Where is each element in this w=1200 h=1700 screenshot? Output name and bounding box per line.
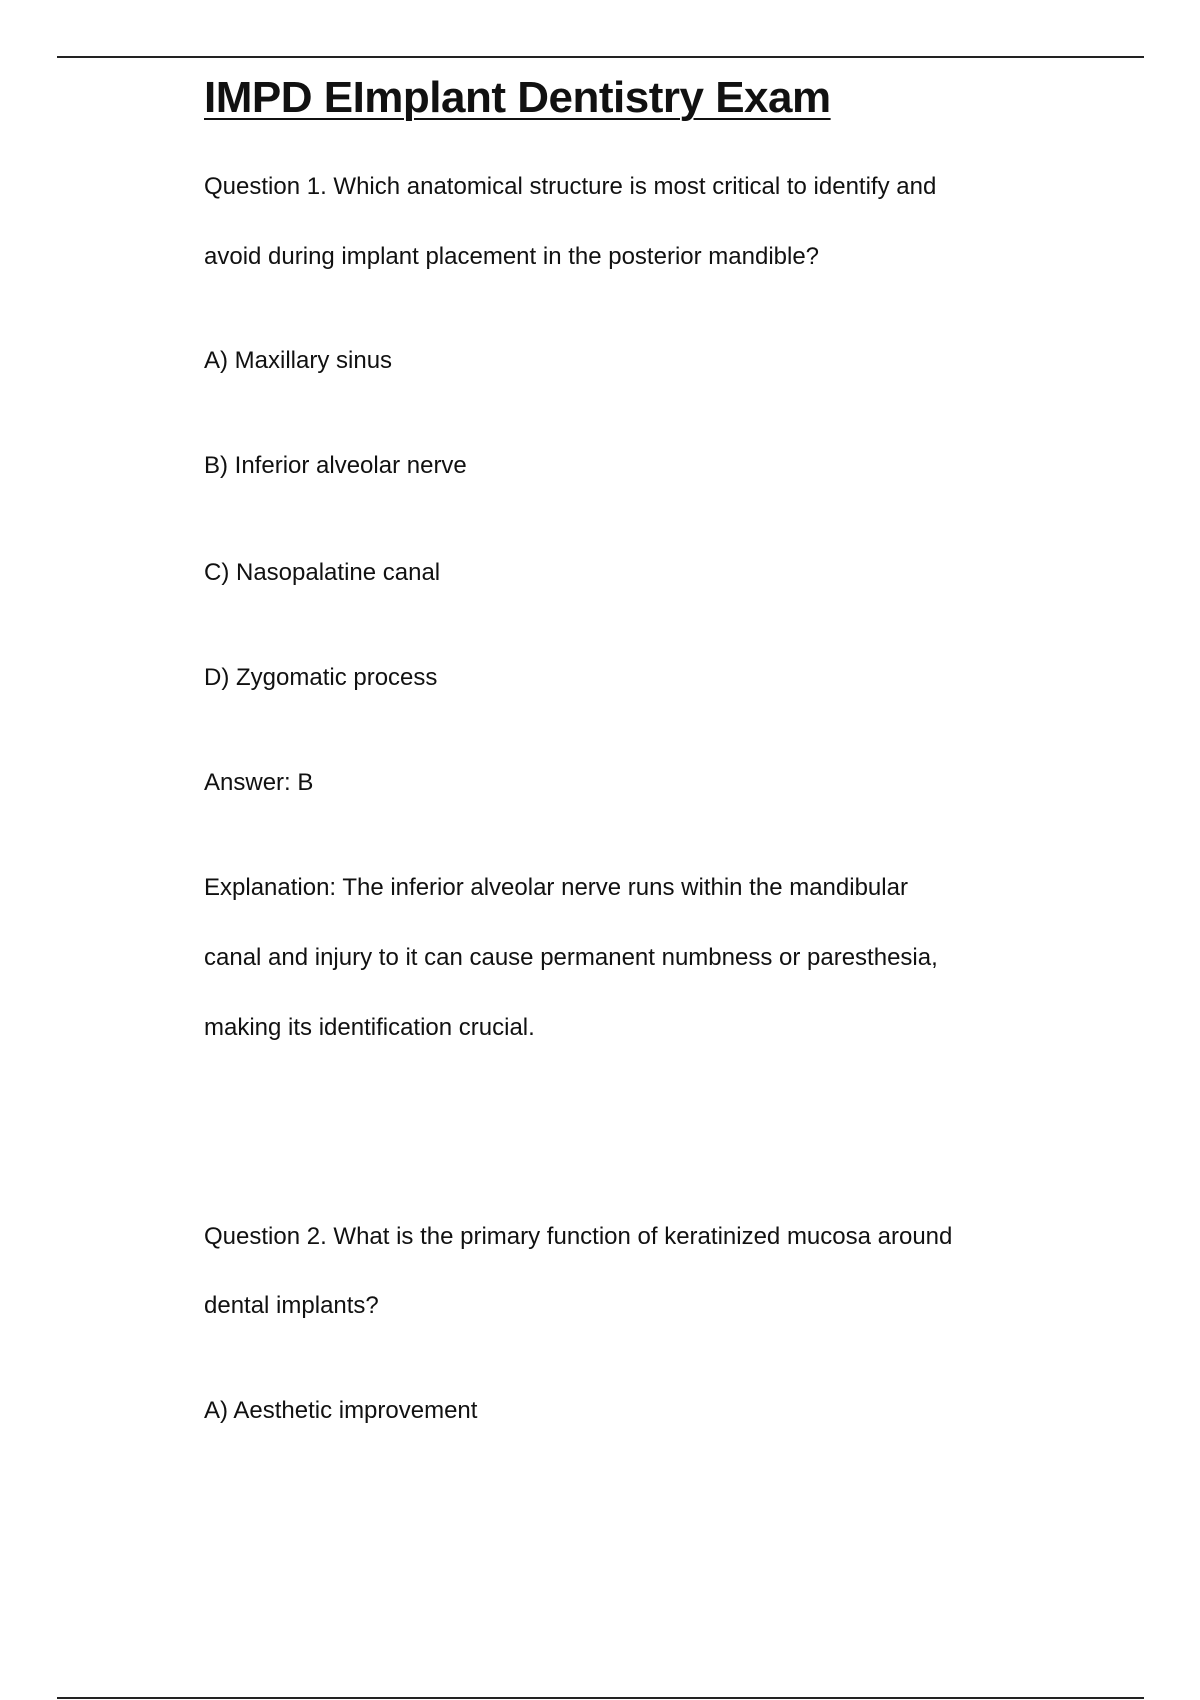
question-1-answer: Answer: B [204, 769, 314, 796]
question-1-explanation-line-2: canal and injury to it can cause permanent numbness or paresthesia, [204, 944, 938, 971]
question-2-option-a: A) Aesthetic improvement [204, 1397, 478, 1424]
question-1-option-d: D) Zygomatic process [204, 664, 438, 691]
document-title: IMPD EImplant Dentistry Exam [204, 73, 831, 122]
bottom-rule [57, 1697, 1144, 1699]
question-1-option-b: B) Inferior alveolar nerve [204, 452, 467, 479]
top-rule [57, 56, 1144, 58]
question-1-stem-line-2: avoid during implant placement in the posterior mandible? [204, 243, 820, 270]
question-1-option-a: A) Maxillary sinus [204, 347, 393, 374]
question-1-explanation-line-1: Explanation: The inferior alveolar nerve runs within the mandibular [204, 874, 908, 901]
question-1-option-c: C) Nasopalatine canal [204, 559, 441, 586]
question-1-explanation-line-3: making its identification crucial. [204, 1014, 535, 1041]
question-1-stem-line-1: Question 1. Which anatomical structure is most critical to identify and [204, 173, 937, 200]
question-2-stem-line-1: Question 2. What is the primary function of keratinized mucosa around [204, 1223, 953, 1250]
question-2-stem-line-2: dental implants? [204, 1292, 379, 1319]
